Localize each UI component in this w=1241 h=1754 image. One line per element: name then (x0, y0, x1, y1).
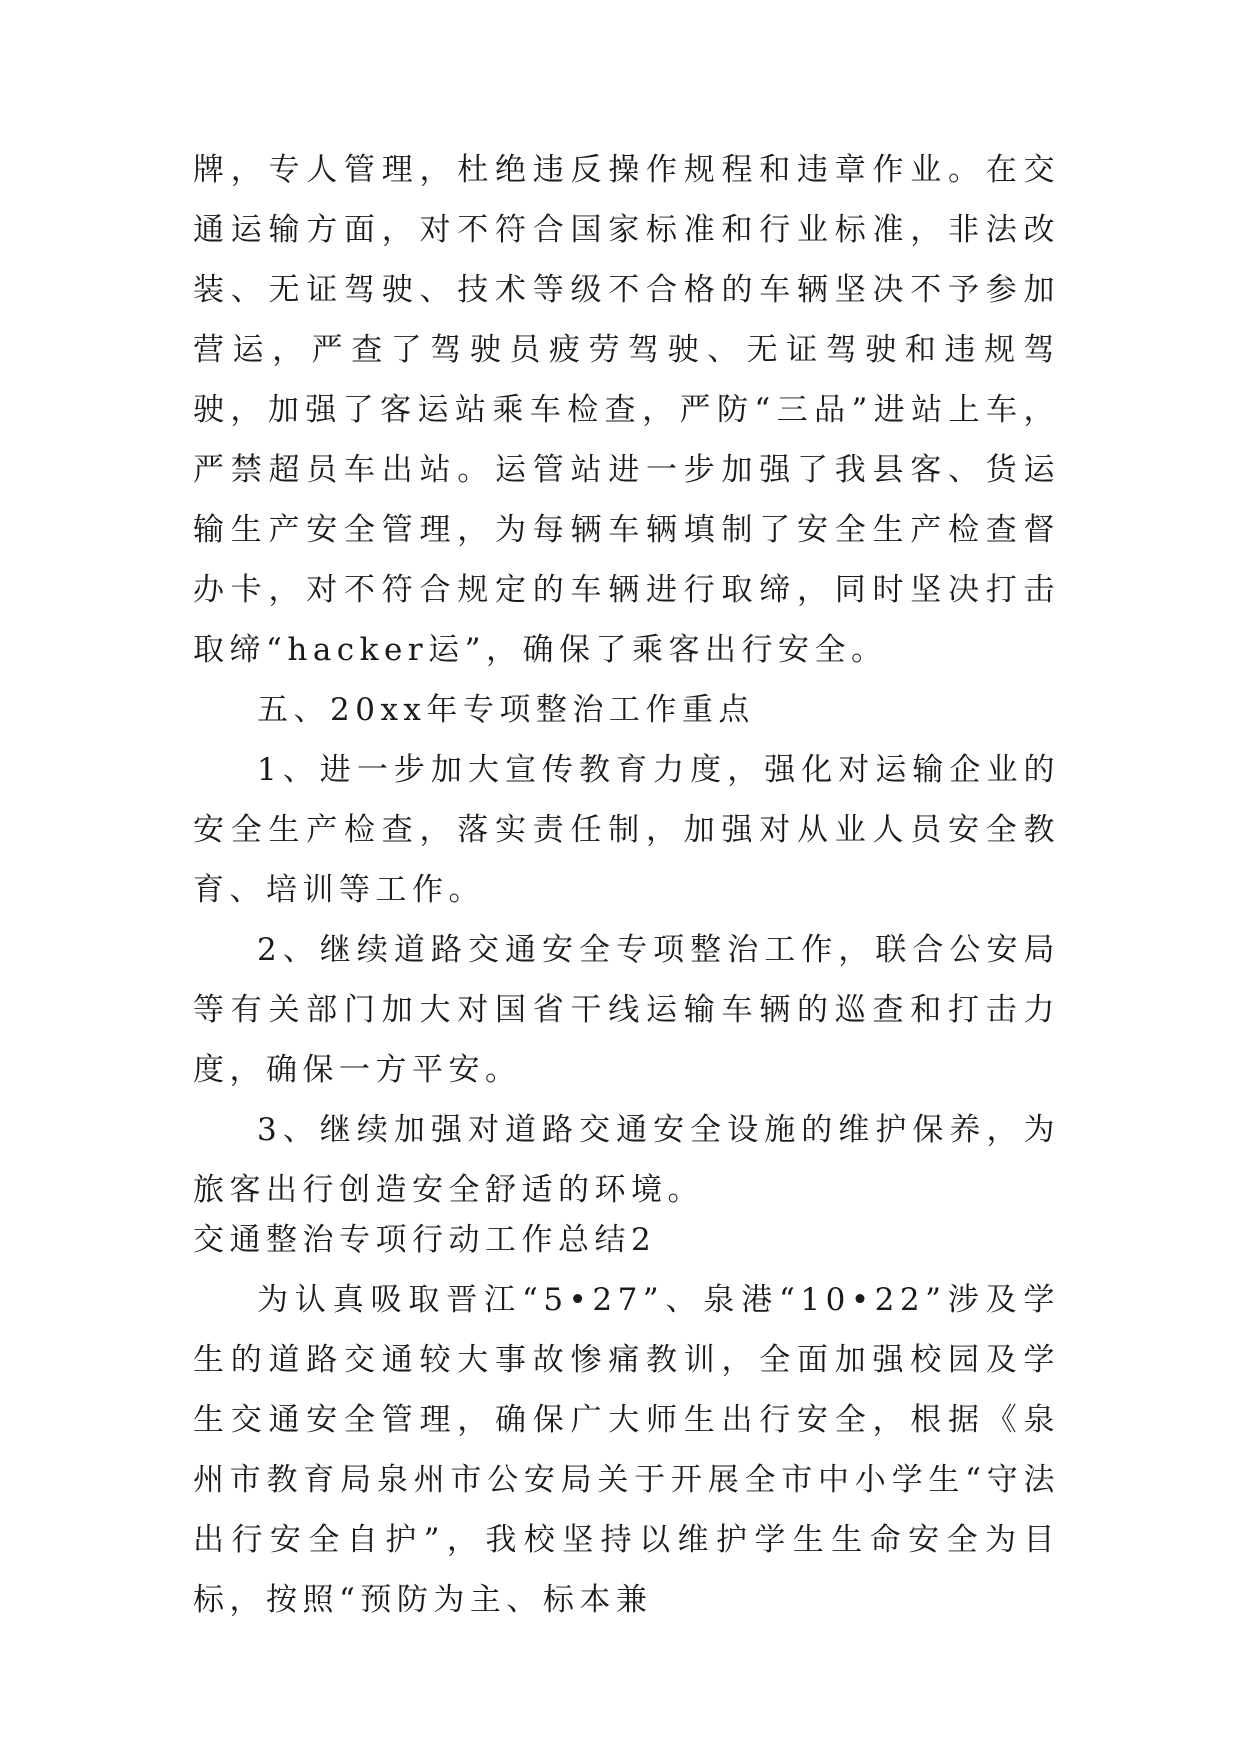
section-title: 交通整治专项行动工作总结2 (193, 1222, 657, 1258)
paragraph-item-1: 1、进一步加大宣传教育力度，强化对运输企业的安全生产检查，落实责任制，加强对从业人员安全教育、培训等工作。 (193, 752, 1060, 908)
section-five-heading: 五、20xx年专项整治工作重点 (257, 692, 755, 728)
paragraph-item-2: 2、继续道路交通安全专项整治工作，联合公安局等有关部门加大对国省干线运输车辆的巡查和打击力度，确保一方平安。 (193, 932, 1060, 1088)
paragraph-continuation: 牌，专人管理，杜绝违反操作规程和违章作业。在交通运输方面，对不符合国家标准和行业标准，非法改装、无证驾驶、技术等级不合格的车辆坚决不予参加营运，严查了驾驶员疲劳驾驶、无证驾驶和违规驾驶，加强了客运站乘车检查，严防“三品”进站上车，严禁超员车出站。运管站进一步加强了我县客、货运输生产安全管理，为每辆车辆填制了安全生产检查督办卡，对不符合规定的车辆进行取缔，同时坚决打击取缔“hacker运”，确保了乘客出行安全。 (193, 152, 1060, 668)
paragraph-item-3: 3、继续加强对道路交通安全设施的维护保养，为旅客出行创造安全舒适的环境。 (193, 1112, 1060, 1208)
document-body-section-2 (193, 1210, 1060, 1630)
document-body (193, 140, 1060, 1220)
paragraph-intro: 为认真吸取晋江“5•27”、泉港“10•22”涉及学生的道路交通较大事故惨痛教训，全面加强校园及学生交通安全管理，确保广大师生出行安全，根据《泉州市教育局泉州市公安局关于开展全市中小学生“守法出行安全自护”，我校坚持以维护学生生命安全为目标，按照“预防为主、标本兼 (193, 1282, 1060, 1618)
